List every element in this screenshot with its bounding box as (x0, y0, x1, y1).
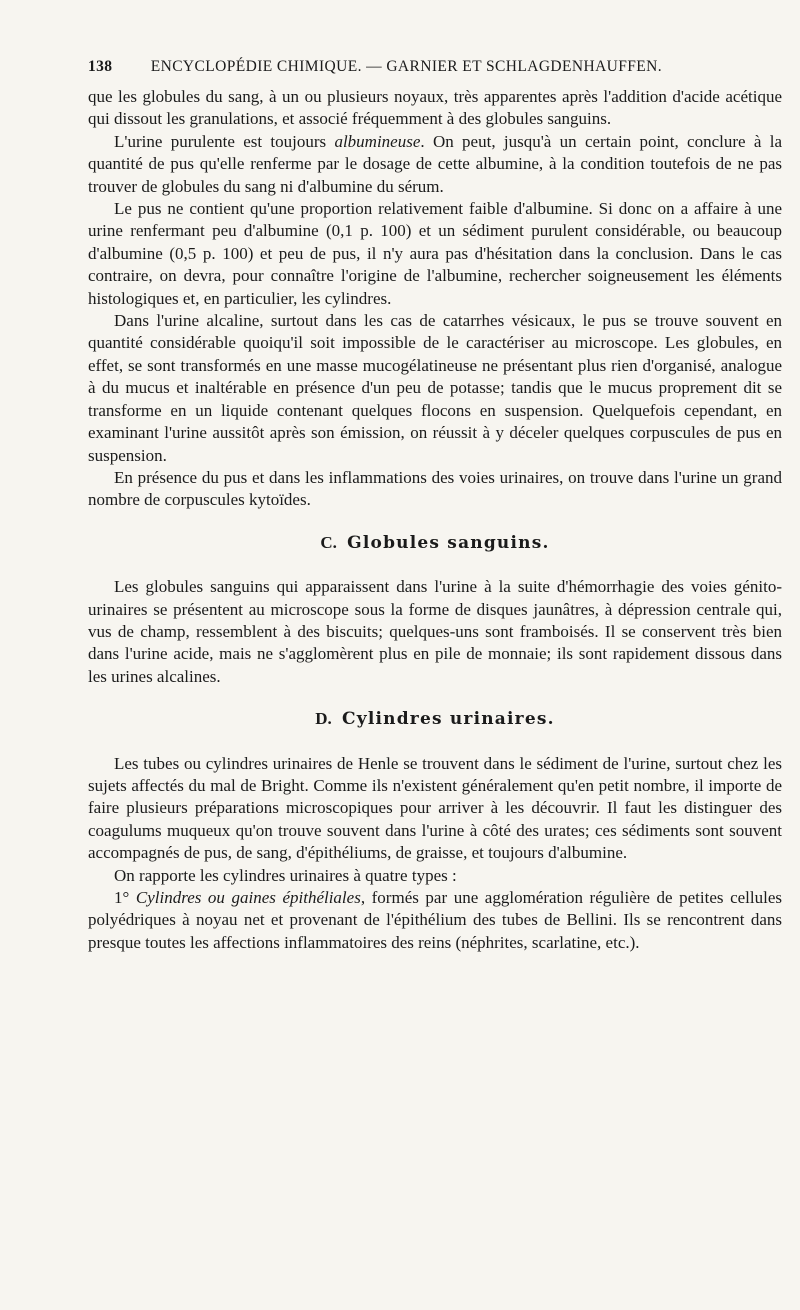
section-label: C. (320, 532, 337, 552)
paragraph: On rapporte les cylindres urinaires à quatre types : (114, 865, 457, 885)
section-title: Cylindres urinaires. (342, 709, 555, 730)
paragraph: Le pus ne contient qu'une proportion relativement faible d'albumine. Si donc on a affaire à une urine renfermant peu d'albumine (0,1 p. 100) et un sédiment purulent considérable, ou beaucoup d'albumine (0,5 p. 100) et peu de pus, il n'y aura pas d'hésitation dans la conclusion. Dans le cas contraire, on devra, pour connaître l'origine de l'albumine, rechercher soigneusement les éléments histologiques et, en particulier, les cylindres. (88, 199, 782, 308)
page-number: 138 (88, 58, 113, 75)
body-text (88, 86, 782, 954)
section-title: Globules sanguins. (347, 532, 550, 553)
paragraph: que les globules du sang, à un ou plusieurs noyaux, très apparentes après l'addition d'acide acétique qui dissout les granulations, et associé fréquemment à des globules sanguins. (88, 87, 782, 129)
list-number: 1° (114, 888, 130, 907)
text-run: . On peut, jusqu'à un certain point, conclure à la quantité de pus qu'elle renferme par le dosage de cette albumine, à la condition toutefois de ne pas trouver de globules du sang ni d'albumine du sérum. (88, 131, 782, 196)
paragraph: En présence du pus et dans les inflammations des voies urinaires, on trouve dans l'urine un grand nombre de corpuscules kytoïdes. (88, 467, 782, 510)
running-header (88, 58, 778, 76)
emphasis-text: Cylindres ou gaines épithéliales (135, 888, 361, 907)
paragraph: Les tubes ou cylindres urinaires de Henle se trouvent dans le sédiment de l'urine, surtout chez les sujets affectés du mal de Bright. Comme ils n'existent généralement qu'en petit nombre, il importe de faire plusieurs préparations microscopiques pour arriver à les découvrir. Il faut les distinguer des coagulums muqueux qu'on trouve souvent dans l'urine à côté des urates; ces sédiments sont souvent accompagnés de pus, de sang, d'épithéliums, de graisse, et toujours d'albumine. (88, 753, 782, 863)
emphasis-text: albumineuse (334, 131, 421, 151)
section-label: D. (315, 709, 332, 729)
text-run: L'urine purulente est toujours (114, 131, 335, 151)
section-heading-c (88, 532, 782, 554)
paragraph: Dans l'urine alcaline, surtout dans les cas de catarrhes vésicaux, le pus se trouve souvent en quantité considérable quoiqu'il soit impossible de le caractériser au microscope. Les globules, en effet, se sont transformés en une masse mucogélatineuse ne présentant plus rien d'organisé, analogue à du mucus et inaltérable en présence d'un peu de potasse; tandis que le mucus proprement dit se transforme en un liquide contenant quelques flocons en suspension. Quelquefois cependant, en examinant l'urine aussitôt après son émission, on réussit à y déceler quelques corpuscules de pus en suspension. (88, 311, 782, 465)
paragraph (88, 131, 782, 198)
paragraph: Les globules sanguins qui apparaissent dans l'urine à la suite d'hémorrhagie des voies génito-urinaires se présentent au microscope sous la forme de disques jaunâtres, à dépression centrale qui, vus de champ, ressemblent à des biscuits; quelques-uns sont framboisés. Il se conservent très bien dans l'urine acide, mais ne s'agglomèrent plus en pile de monnaie; ils sont rapidement dissous dans les urines alcalines. (88, 577, 782, 686)
running-title: ENCYCLOPÉDIE CHIMIQUE. — GARNIER ET SCHLAGDENHAUFFEN. (150, 58, 663, 75)
text-run: , formés par une agglomération régulière de petites cellules polyédriques à noyau net et provenant de l'épithélium des tubes de Bellini. Ils se rencontrent dans presque toutes les affections inflammatoires des reins (néphrites, scarlatine, etc.). (88, 888, 783, 952)
section-heading-d (88, 708, 782, 730)
paragraph (88, 887, 782, 954)
